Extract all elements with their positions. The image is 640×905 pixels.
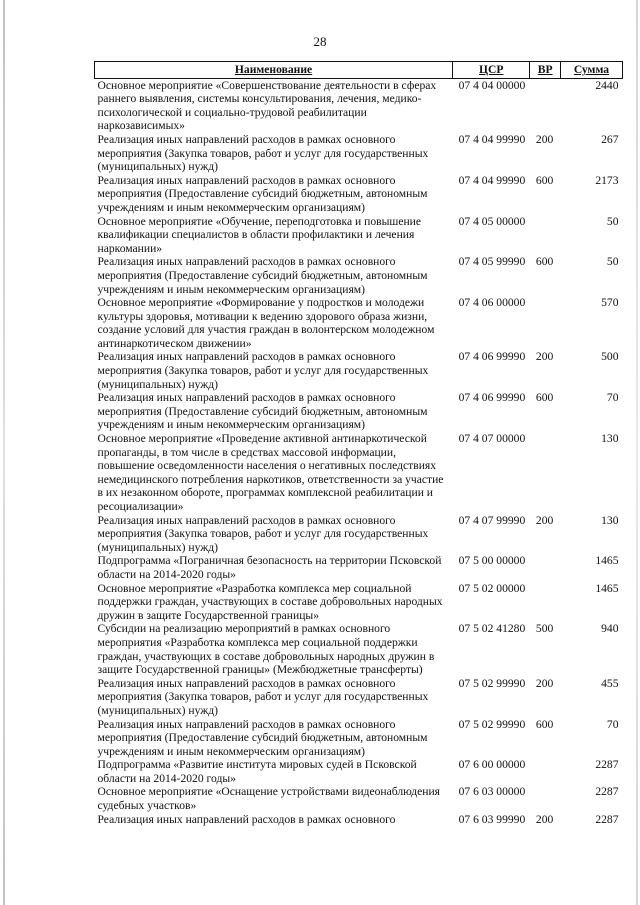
cell-sum: 1465 bbox=[595, 581, 619, 595]
cell-vr: 200 bbox=[535, 132, 554, 146]
cell-sum: 500 bbox=[601, 350, 619, 364]
cell-csr: 07 5 02 00000 bbox=[458, 581, 526, 595]
table-row bbox=[95, 78, 623, 133]
table-row bbox=[95, 718, 623, 759]
cell-vr: 200 bbox=[535, 676, 554, 690]
scan-edge-left bbox=[3, 0, 5, 905]
table-row bbox=[95, 554, 623, 581]
cell-csr: 07 5 02 41280 bbox=[458, 622, 526, 636]
table-header-row bbox=[95, 62, 623, 79]
budget-table bbox=[94, 61, 623, 826]
cell-sum: 2173 bbox=[595, 173, 619, 187]
cell-vr: 600 bbox=[535, 173, 554, 187]
cell-sum: 2287 bbox=[595, 785, 619, 799]
cell-name: Реализация иных направлений расходов в рамках основного мероприятия (Предоставление субсидий бюджетным, автономным учреждениям и иным некоммерческим организациям) bbox=[97, 173, 428, 214]
scan-edge-right bbox=[636, 0, 638, 905]
cell-vr bbox=[530, 78, 561, 133]
cell-name: Реализация иных направлений расходов в рамках основного мероприятия (Предоставление субсидий бюджетным, автономным учреждениям и иным некоммерческим организациям) bbox=[97, 255, 428, 296]
cell-vr bbox=[530, 582, 561, 623]
cell-vr bbox=[530, 296, 561, 350]
cell-csr: 07 6 03 00000 bbox=[458, 785, 526, 799]
cell-csr: 07 5 02 99990 bbox=[458, 717, 526, 731]
cell-sum: 70 bbox=[606, 717, 619, 731]
cell-csr: 07 4 06 99990 bbox=[458, 391, 526, 405]
cell-vr: 200 bbox=[535, 350, 554, 364]
cell-csr: 07 5 00 00000 bbox=[458, 554, 526, 568]
cell-vr bbox=[530, 554, 561, 581]
cell-name: Подпрограмма «Развитие института мировых судей в Псковской области на 2014-2020 годы» bbox=[97, 758, 417, 785]
cell-name: Реализация иных направлений расходов в рамках основного мероприятия (Закупка товаров, работ и услуг для государственных (муниципальных) нужд) bbox=[97, 132, 429, 174]
cell-name: Подпрограмма «Пограничная безопасность на территории Псковской области на 2014-2020 годы» bbox=[97, 554, 442, 581]
header-vr: ВР bbox=[530, 62, 561, 79]
cell-vr: 500 bbox=[535, 622, 554, 636]
cell-sum: 455 bbox=[601, 676, 619, 690]
cell-vr: 200 bbox=[535, 812, 554, 826]
table-row bbox=[95, 785, 623, 812]
cell-name: Основное мероприятие «Обучение, переподготовка и повышение квалификации специалистов в области профилактики и лечения наркомании» bbox=[97, 214, 422, 255]
cell-name: Основное мероприятие «Совершенствование деятельности в сферах раннего выявления, системы консультирования, лечения, медико-психологической и социально-трудовой реабилитации наркозависимых» bbox=[97, 78, 437, 133]
cell-vr: 600 bbox=[535, 717, 554, 731]
cell-sum: 2287 bbox=[595, 758, 619, 772]
table-row bbox=[95, 758, 623, 785]
cell-csr: 07 4 05 00000 bbox=[458, 214, 526, 228]
cell-name: Реализация иных направлений расходов в рамках основного мероприятия (Закупка товаров, работ и услуг для государственных (муниципальных) нужд) bbox=[97, 513, 429, 554]
cell-name: Субсидии на реализацию мероприятий в рамках основного мероприятия «Разработка комплекса мер социальной поддержки граждан, участвующих в составе добровольных народных дружин в защите Государственной границы» (Межбюджетные трансферты) bbox=[97, 622, 435, 677]
table-row bbox=[95, 813, 623, 827]
table-row bbox=[95, 215, 623, 256]
cell-name: Реализация иных направлений расходов в рамках основного мероприятия (Предоставление субсидий бюджетным, автономным учреждениям и иным некоммерческим организациям) bbox=[97, 391, 428, 432]
cell-csr: 07 4 06 00000 bbox=[458, 296, 526, 310]
cell-sum: 267 bbox=[601, 132, 619, 146]
cell-vr: 200 bbox=[535, 513, 554, 527]
cell-name: Реализация иных направлений расходов в рамках основного мероприятия (Закупка товаров, работ и услуг для государственных (муниципальных) нужд) bbox=[97, 676, 429, 717]
cell-csr: 07 4 07 00000 bbox=[458, 432, 526, 446]
cell-csr: 07 4 05 99990 bbox=[458, 255, 526, 269]
table-row bbox=[95, 255, 623, 296]
table-row bbox=[95, 622, 623, 676]
cell-name: Реализация иных направлений расходов в рамках основного мероприятия (Предоставление субсидий бюджетным, автономным учреждениям и иным некоммерческим организациям) bbox=[97, 717, 428, 758]
table-row bbox=[95, 296, 623, 350]
table-row bbox=[95, 514, 623, 555]
cell-vr bbox=[530, 432, 561, 514]
cell-vr bbox=[530, 785, 561, 812]
cell-name: Основное мероприятие «Оснащение устройствами видеонаблюдения судебных участков» bbox=[97, 785, 440, 813]
cell-sum: 70 bbox=[606, 391, 619, 405]
cell-csr: 07 4 04 99990 bbox=[458, 173, 526, 187]
table-row bbox=[95, 174, 623, 215]
cell-sum: 1465 bbox=[595, 554, 619, 568]
cell-csr: 07 4 06 99990 bbox=[458, 350, 526, 364]
cell-sum: 570 bbox=[601, 296, 619, 310]
cell-csr: 07 6 03 99990 bbox=[458, 812, 526, 826]
cell-csr: 07 4 04 00000 bbox=[458, 78, 526, 92]
table-row bbox=[95, 582, 623, 623]
cell-vr: 600 bbox=[535, 391, 554, 405]
cell-sum: 940 bbox=[601, 622, 619, 636]
cell-csr: 07 6 00 00000 bbox=[458, 758, 526, 772]
table-row bbox=[95, 350, 623, 391]
cell-sum: 2287 bbox=[595, 812, 619, 826]
header-name: Наименование bbox=[95, 62, 453, 79]
cell-sum: 130 bbox=[601, 432, 619, 446]
cell-name: Основное мероприятие «Проведение активной антинаркотической пропаганды, в том числе в средствах массовой информации, повышение осведомленности населения о негативных последствиях немедицинского потребления наркотиков, ответственности за участие в их незаконном обороте, программах комплексной реабилитации и ресоциализации» bbox=[97, 432, 444, 513]
cell-sum: 2440 bbox=[595, 78, 619, 92]
cell-sum: 50 bbox=[606, 255, 619, 269]
table-row bbox=[95, 677, 623, 718]
cell-csr: 07 5 02 99990 bbox=[458, 676, 526, 690]
cell-vr bbox=[530, 215, 561, 256]
cell-name: Основное мероприятие «Разработка комплекса мер социальной поддержки граждан, участвующих в составе добровольных народных дружин в защите Государственной границы» bbox=[97, 581, 443, 622]
cell-vr: 600 bbox=[535, 255, 554, 269]
cell-name: Реализация иных направлений расходов в рамках основного мероприятия (Закупка товаров, работ и услуг для государственных (муниципальных) нужд) bbox=[97, 350, 429, 391]
table-body bbox=[95, 78, 623, 826]
cell-sum: 50 bbox=[606, 214, 619, 228]
cell-name: Реализация иных направлений расходов в рамках основного bbox=[97, 812, 396, 826]
table-row bbox=[95, 133, 623, 174]
cell-csr: 07 4 07 99990 bbox=[458, 513, 526, 527]
cell-name: Основное мероприятие «Формирование у подростков и молодежи культуры здоровья, мотивации к ведению здорового образа жизни, создание условий для участия граждан в волонтерском молодежном антинаркотическом движении» bbox=[97, 296, 435, 350]
page-number: 28 bbox=[313, 34, 327, 49]
table-row bbox=[95, 432, 623, 514]
cell-csr: 07 4 04 99990 bbox=[458, 132, 526, 146]
header-csr: ЦСР bbox=[453, 62, 530, 79]
cell-sum: 130 bbox=[601, 513, 619, 527]
table-row bbox=[95, 391, 623, 432]
cell-vr bbox=[530, 758, 561, 785]
header-sum: Сумма bbox=[560, 62, 622, 79]
